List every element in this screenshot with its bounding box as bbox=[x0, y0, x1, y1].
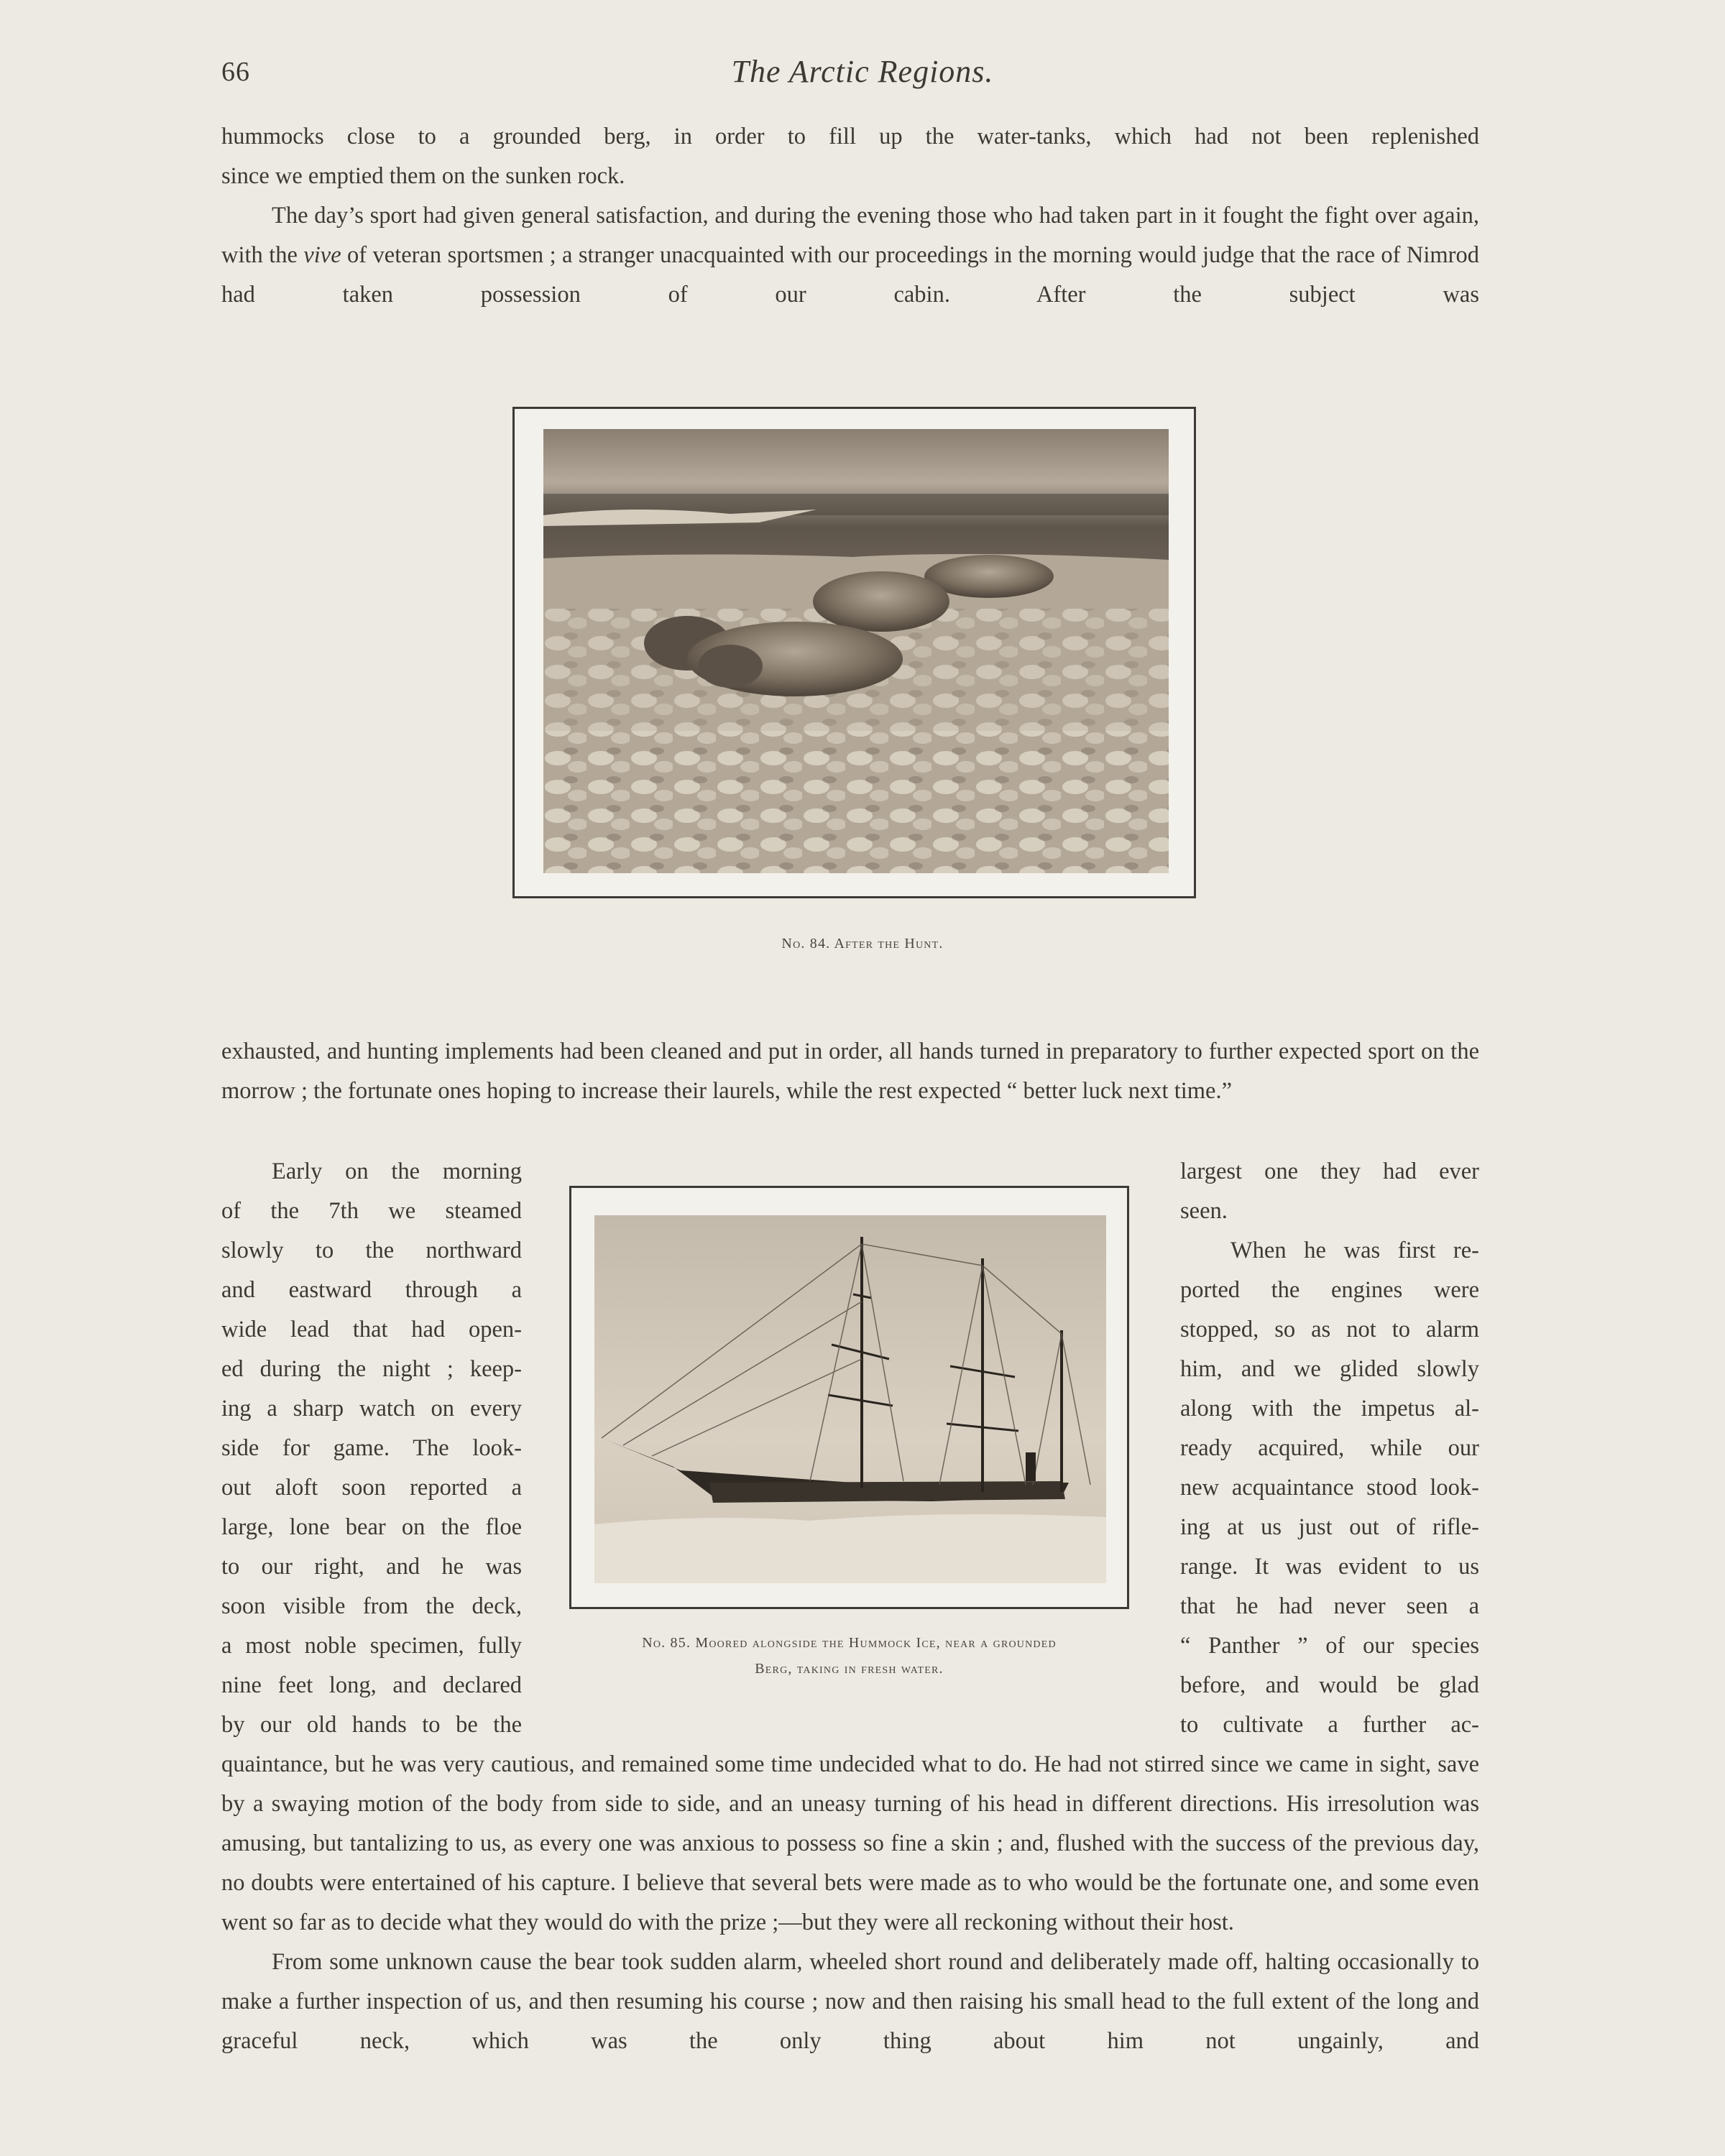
left-column-line: out aloft soon reported a bbox=[221, 1475, 522, 1501]
top-paragraph-2 bbox=[221, 196, 1479, 315]
left-column bbox=[221, 1152, 522, 1745]
bottom-text bbox=[221, 1745, 1479, 2061]
bottom-paragraph-1: quaintance, but he was very cautious, and remained some time undecided what to do. He had not stirred since we came in sight, save by a swaying motion of the body from side to side, and an uneasy turning of his head in different directions. His irresolution was amusing, but tantalizing to us, as every one was anxious to possess so fine a skin ; and, flushed with the success of the previous day, no doubts were entertained of his capture. I believe that several bets were made as to who would be the fortunate one, and some even went so far as to decide what they would do with the prize ;—but they were all reckoning without their host. bbox=[221, 1751, 1479, 1935]
figure-85-caption-line-1: No. 85. Moored alongside the Hummock Ice, near a grounded bbox=[642, 1635, 1057, 1651]
right-column-line: range. It was evident to us bbox=[1180, 1554, 1479, 1580]
right-column-line: stopped, so as not to alarm bbox=[1180, 1317, 1479, 1342]
left-column-line: large, lone bear on the floe bbox=[221, 1514, 522, 1540]
left-column-line: of the 7th we steamed bbox=[221, 1198, 522, 1224]
figure-85-plate bbox=[569, 1186, 1129, 1609]
left-column-line: soon visible from the deck, bbox=[221, 1593, 522, 1619]
figure-85-caption bbox=[569, 1630, 1129, 1682]
figure-85-caption-line-2: Berg, taking in fresh water. bbox=[755, 1661, 944, 1677]
ship-moored-image bbox=[594, 1215, 1106, 1583]
figure-85-photo bbox=[594, 1215, 1106, 1583]
right-column-line: to cultivate a further ac- bbox=[1180, 1712, 1479, 1738]
running-title: The Arctic Regions. bbox=[731, 54, 994, 89]
right-column-line: ready acquired, while our bbox=[1180, 1435, 1479, 1461]
left-column-line: wide lead that had open- bbox=[221, 1317, 522, 1342]
top-line-2: since we emptied them on the sunken rock. bbox=[221, 163, 625, 189]
top-line-1: hummocks close to a grounded berg, in order to fill up the water-tanks, which had not been replenished bbox=[221, 124, 1479, 149]
left-column-line: slowly to the northward bbox=[221, 1238, 522, 1263]
left-column-line: and eastward through a bbox=[221, 1277, 522, 1303]
left-column-line: Early on the morning bbox=[272, 1158, 522, 1184]
right-column-line: before, and would be glad bbox=[1180, 1672, 1479, 1698]
left-column-line: side for game. The look- bbox=[221, 1435, 522, 1461]
figure-84-caption: No. 84. After the Hunt. bbox=[781, 936, 944, 952]
right-column-line: When he was first re- bbox=[1230, 1238, 1479, 1263]
right-column-line: ing at us just out of rifle- bbox=[1180, 1514, 1479, 1540]
right-column bbox=[1180, 1152, 1479, 1745]
bottom-paragraph-2: From some unknown cause the bear took sudden alarm, wheeled short round and deliberately made off, halting occasionally to make a further inspection of us, and then resuming his course ; now and then raising his small head to the full extent of the long and graceful neck, which was the only thing about him not ungainly, and bbox=[221, 1949, 1479, 2054]
left-column-line: by our old hands to be the bbox=[221, 1712, 522, 1738]
para2-text-a: The day’s sport had given general satisfaction, and during the evening those who had taken part in it fought the fight over again, with the bbox=[221, 203, 1479, 268]
left-column-line: a most noble specimen, fully bbox=[221, 1633, 522, 1659]
left-column-line: ing a sharp watch on every bbox=[221, 1396, 522, 1422]
right-column-line: seen. bbox=[1180, 1198, 1228, 1224]
right-column-line: “ Panther ” of our species bbox=[1180, 1633, 1479, 1659]
middle-text: exhausted, and hunting implements had been cleaned and put in order, all hands turned in preparatory to further expected sport on the morrow ; the fortunate ones hoping to increase their laurels, while the rest expected “ better luck next time.” bbox=[221, 1038, 1479, 1104]
right-column-line: along with the impetus al- bbox=[1180, 1396, 1479, 1422]
polar-bears-on-ice-image bbox=[543, 429, 1169, 873]
left-column-line: to our right, and he was bbox=[221, 1554, 522, 1580]
right-column-line: largest one they had ever bbox=[1180, 1158, 1479, 1184]
left-column-line: ed during the night ; keep- bbox=[221, 1356, 522, 1382]
right-column-line: new acquaintance stood look- bbox=[1180, 1475, 1479, 1501]
right-column-line: ported the engines were bbox=[1180, 1277, 1479, 1303]
right-column-line: that he had never seen a bbox=[1180, 1593, 1479, 1619]
left-column-line: nine feet long, and declared bbox=[221, 1672, 522, 1698]
page-number: 66 bbox=[221, 57, 250, 87]
top-text bbox=[221, 117, 1479, 315]
para2-italic-vive: vive bbox=[303, 242, 341, 268]
figure-84-photo bbox=[543, 429, 1169, 873]
figure-84-plate bbox=[512, 407, 1196, 898]
right-column-line: him, and we glided slowly bbox=[1180, 1356, 1479, 1382]
para2-text-b: of veteran sportsmen ; a stranger unacquainted with our proceedings in the morning would judge that the race of Nimrod had taken possession of our cabin. After the subject was bbox=[221, 242, 1479, 308]
